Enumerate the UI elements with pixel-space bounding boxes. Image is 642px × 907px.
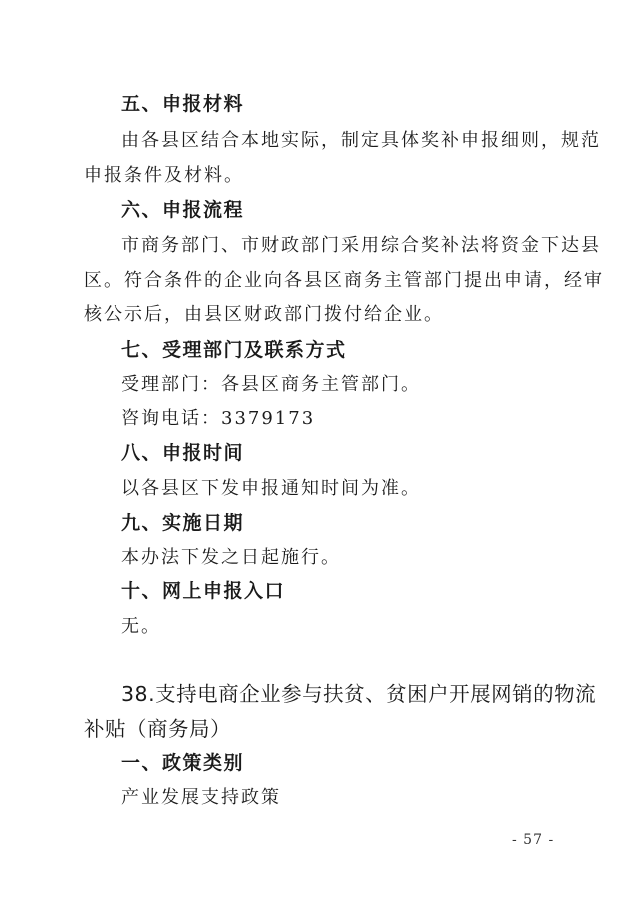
process-line-1: 市商务部门、市财政部门采用综合奖补法将资金下达县 xyxy=(121,235,601,256)
section-heading-effective: 九、实施日期 xyxy=(121,512,245,534)
contact-phone: 咨询电话：3379173 xyxy=(121,408,316,429)
section-heading-time: 八、申报时间 xyxy=(121,442,245,464)
section-heading-process: 六、申报流程 xyxy=(121,199,245,221)
process-line-2: 区。符合条件的企业向各县区商务主管部门提出申请，经审 xyxy=(84,270,604,291)
time-text: 以各县区下发申报通知时间为准。 xyxy=(121,478,421,499)
policy-title-line-1: 38.支持电商企业参与扶贫、贫困户开展网销的物流 xyxy=(121,682,597,706)
materials-line-1: 由各县区结合本地实际，制定具体奖补申报细则，规范 xyxy=(121,130,601,151)
policy-category-text: 产业发展支持政策 xyxy=(121,787,281,808)
policy-title-line-2: 补贴（商务局） xyxy=(84,717,231,741)
process-line-3: 核公示后，由县区财政部门拨付给企业。 xyxy=(84,304,444,325)
effective-text: 本办法下发之日起施行。 xyxy=(121,547,341,568)
section-heading-contact: 七、受理部门及联系方式 xyxy=(121,339,347,361)
page-number: - 57 - xyxy=(512,832,555,848)
online-text: 无。 xyxy=(121,616,161,637)
section-heading-materials: 五、申报材料 xyxy=(121,93,245,115)
policy-category-heading: 一、政策类别 xyxy=(121,752,245,774)
materials-line-2: 申报条件及材料。 xyxy=(84,165,244,186)
contact-department: 受理部门：各县区商务主管部门。 xyxy=(121,374,421,395)
section-heading-online: 十、网上申报入口 xyxy=(121,580,286,602)
